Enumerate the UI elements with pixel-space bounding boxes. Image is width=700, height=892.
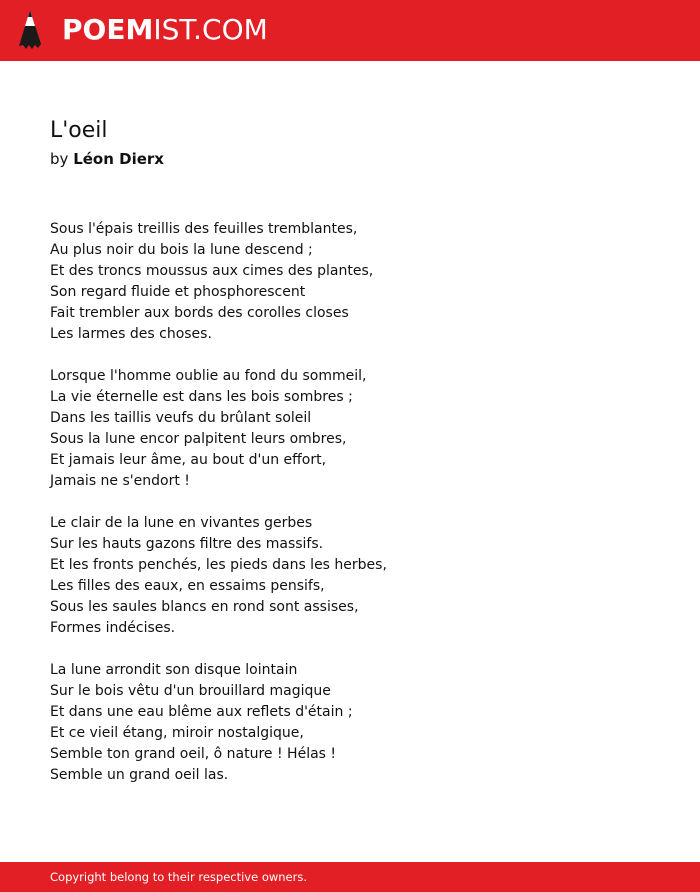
poem-line: Sous l'épais treillis des feuilles tremblantes, bbox=[50, 221, 358, 237]
poem-line: Et dans une eau blême aux reflets d'étain ; bbox=[50, 704, 353, 720]
stanza bbox=[50, 366, 650, 492]
poem-line: Fait trembler aux bords des corolles closes bbox=[50, 305, 349, 321]
poem-line: Et ce vieil étang, miroir nostalgique, bbox=[50, 725, 304, 741]
poem-line: La vie éternelle est dans les bois sombres ; bbox=[50, 389, 353, 405]
poem-line: Formes indécises. bbox=[50, 620, 176, 636]
poem-line: Au plus noir du bois la lune descend ; bbox=[50, 242, 313, 258]
poem-title: L'oeil bbox=[50, 118, 108, 143]
brand-light: IST.COM bbox=[153, 13, 268, 46]
stanza bbox=[50, 513, 650, 639]
poem-line: Semble ton grand oeil, ô nature ! Hélas ! bbox=[50, 746, 337, 762]
site-header bbox=[0, 0, 700, 61]
stanza bbox=[50, 219, 650, 345]
poem-line: Semble un grand oeil las. bbox=[50, 767, 229, 783]
poem-line: Le clair de la lune en vivantes gerbes bbox=[50, 515, 313, 531]
poem-line: Jamais ne s'endort ! bbox=[50, 473, 190, 489]
copyright-notice: Copyright belong to their respective owners. bbox=[50, 870, 308, 884]
poem-line: Dans les taillis veufs du brûlant soleil bbox=[50, 410, 312, 426]
poem-byline bbox=[50, 149, 164, 169]
poem-line: Lorsque l'homme oublie au fond du sommeil, bbox=[50, 368, 367, 384]
poem-line: Et jamais leur âme, au bout d'un effort, bbox=[50, 452, 327, 468]
poem-line: Et des troncs moussus aux cimes des plantes, bbox=[50, 263, 374, 279]
poem-line: Sous les saules blancs en rond sont assises, bbox=[50, 599, 359, 615]
by-label: by bbox=[50, 150, 69, 168]
site-footer bbox=[0, 862, 700, 892]
pencil-icon[interactable] bbox=[18, 8, 42, 52]
poem-line: Son regard fluide et phosphorescent bbox=[50, 284, 306, 300]
poem-line: La lune arrondit son disque lointain bbox=[50, 662, 298, 678]
poem-line: Et les fronts penchés, les pieds dans les herbes, bbox=[50, 557, 387, 573]
poem-line: Les filles des eaux, en essaims pensifs, bbox=[50, 578, 325, 594]
site-logo-text[interactable] bbox=[62, 12, 268, 48]
poem-line: Sous la lune encor palpitent leurs ombres, bbox=[50, 431, 347, 447]
poem-line: Les larmes des choses. bbox=[50, 326, 212, 342]
poem-line: Sur le bois vêtu d'un brouillard magique bbox=[50, 683, 331, 699]
stanza bbox=[50, 660, 650, 786]
poem-line: Sur les hauts gazons filtre des massifs. bbox=[50, 536, 324, 552]
poem-author: Léon Dierx bbox=[73, 150, 164, 168]
brand-bold: POEM bbox=[62, 13, 154, 46]
poem-body bbox=[50, 219, 650, 807]
